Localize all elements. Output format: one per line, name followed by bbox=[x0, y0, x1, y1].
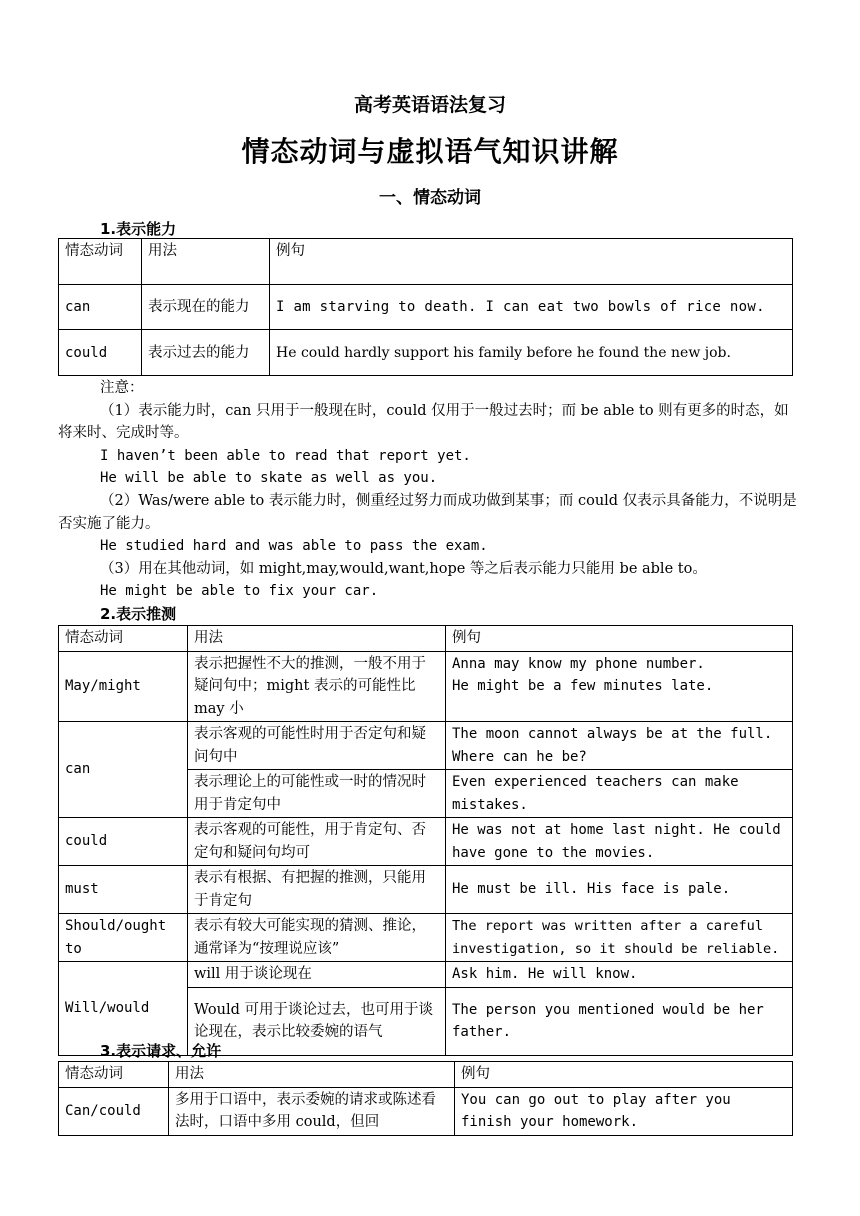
header-cell: 情态动词 bbox=[59, 239, 142, 285]
note-example: He studied hard and was able to pass the exam. bbox=[100, 538, 488, 555]
usage-cell: 表示客观的可能性时用于否定句和疑问句中 bbox=[188, 722, 446, 770]
note-example: He will be able to skate as well as you. bbox=[100, 470, 438, 487]
table-row bbox=[59, 722, 793, 770]
modal-cell: can bbox=[59, 722, 188, 818]
usage-cell: 表示过去的能力 bbox=[142, 330, 270, 376]
usage-cell: 表示现在的能力 bbox=[142, 285, 270, 330]
modal-cell: must bbox=[59, 866, 188, 914]
example-cell: You can go out to play after you finish your homework. bbox=[455, 1087, 793, 1135]
part3-heading: 3.表示请求、允许 bbox=[100, 1042, 222, 1060]
example-line: He might be a few minutes late. bbox=[452, 678, 714, 694]
modal-cell: Should/ought to bbox=[59, 914, 188, 962]
header-cell: 用法 bbox=[142, 239, 270, 285]
modal-cell: Can/could bbox=[59, 1087, 169, 1135]
example-cell: Even experienced teachers can make mistakes. bbox=[446, 770, 793, 818]
example-cell bbox=[446, 722, 793, 770]
modal-cell: May/might bbox=[59, 651, 188, 722]
note-example: He might be able to fix your car. bbox=[100, 583, 379, 600]
usage-cell: 表示把握性不大的推测，一般不用于疑问句中；might 表示的可能性比 may 小 bbox=[188, 651, 446, 722]
modal-cell: Will/would bbox=[59, 962, 188, 1056]
example-cell: The person you mentioned would be her father. bbox=[446, 987, 793, 1055]
example-cell: He could hardly support his family before he found the new job. bbox=[270, 330, 793, 376]
header-cell: 例句 bbox=[455, 1062, 793, 1088]
usage-cell: 多用于口语中，表示委婉的请求或陈述看法时，口语中多用 could，但回 bbox=[169, 1087, 455, 1135]
usage-cell: 表示有根据、有把握的推测，只能用于肯定句 bbox=[188, 866, 446, 914]
table-row bbox=[59, 651, 793, 722]
header-cell: 用法 bbox=[169, 1062, 455, 1088]
example-cell: I am starving to death. I can eat two bowls of rice now. bbox=[270, 285, 793, 330]
part2-heading: 2.表示推测 bbox=[100, 605, 177, 623]
header-cell: 用法 bbox=[188, 626, 446, 652]
example-cell: Ask him. He will know. bbox=[446, 962, 793, 988]
page-title: 情态动词与虚拟语气知识讲解 bbox=[241, 135, 619, 168]
table-row bbox=[59, 285, 793, 330]
header-cell: 例句 bbox=[270, 239, 793, 285]
table-row bbox=[59, 818, 793, 866]
notes-label: 注意： bbox=[100, 380, 144, 396]
inference-table bbox=[58, 625, 793, 1056]
usage-cell: will 用于谈论现在 bbox=[188, 962, 446, 988]
ability-table bbox=[58, 238, 793, 376]
modal-cell: can bbox=[59, 285, 142, 330]
usage-cell: Would 可用于谈论过去，也可用于谈论现在，表示比较委婉的语气 bbox=[188, 987, 446, 1055]
example-line: Where can he be? bbox=[452, 748, 587, 765]
notes-block bbox=[58, 377, 798, 603]
table-row bbox=[59, 914, 793, 962]
table-header-row bbox=[59, 626, 793, 652]
usage-cell: 表示客观的可能性，用于肯定句、否定句和疑问句均可 bbox=[188, 818, 446, 866]
note-paragraph: （1）表示能力时，can 只用于一般现在时，could 仅用于一般过去时；而 be able to 则有更多的时态，如将来时、完成时等。 bbox=[58, 402, 789, 442]
modal-cell: could bbox=[59, 818, 188, 866]
header-cell: 情态动词 bbox=[59, 1062, 169, 1088]
example-line: Anna may know my phone number. bbox=[452, 655, 705, 672]
example-cell bbox=[446, 651, 793, 722]
usage-cell: 表示有较大可能实现的猜测、推论，通常译为“按理说应该” bbox=[188, 914, 446, 962]
supertitle: 高考英语语法复习 bbox=[353, 94, 506, 116]
example-line: The moon cannot always be at the full. bbox=[452, 726, 773, 742]
note-example: I haven’t been able to read that report yet. bbox=[100, 447, 471, 464]
table-header-row bbox=[59, 1062, 793, 1088]
table-header-row bbox=[59, 239, 793, 285]
note-paragraph: （3）用在其他动词，如 might,may,would,want,hope 等之后表示能力只能用 be able to。 bbox=[100, 560, 707, 577]
header-cell: 例句 bbox=[446, 626, 793, 652]
usage-cell: 表示理论上的可能性或一时的情况时用于肯定句中 bbox=[188, 770, 446, 818]
note-paragraph: （2）Was/were able to 表示能力时，侧重经过努力而成功做到某事；而 could 仅表示具备能力，不说明是否实施了能力。 bbox=[58, 492, 797, 532]
table-row bbox=[59, 866, 793, 914]
example-cell: He must be ill. His face is pale. bbox=[446, 866, 793, 914]
part1-heading: 1.表示能力 bbox=[100, 220, 177, 238]
modal-cell: could bbox=[59, 330, 142, 376]
table-row bbox=[59, 962, 793, 988]
example-cell: He was not at home last night. He could have gone to the movies. bbox=[446, 818, 793, 866]
section-heading: 一、情态动词 bbox=[379, 188, 481, 208]
table-row bbox=[59, 330, 793, 376]
request-table bbox=[58, 1061, 793, 1136]
example-cell: The report was written after a careful investigation, so it should be reliable. bbox=[446, 914, 793, 962]
table-row bbox=[59, 1087, 793, 1135]
header-cell: 情态动词 bbox=[59, 626, 188, 652]
